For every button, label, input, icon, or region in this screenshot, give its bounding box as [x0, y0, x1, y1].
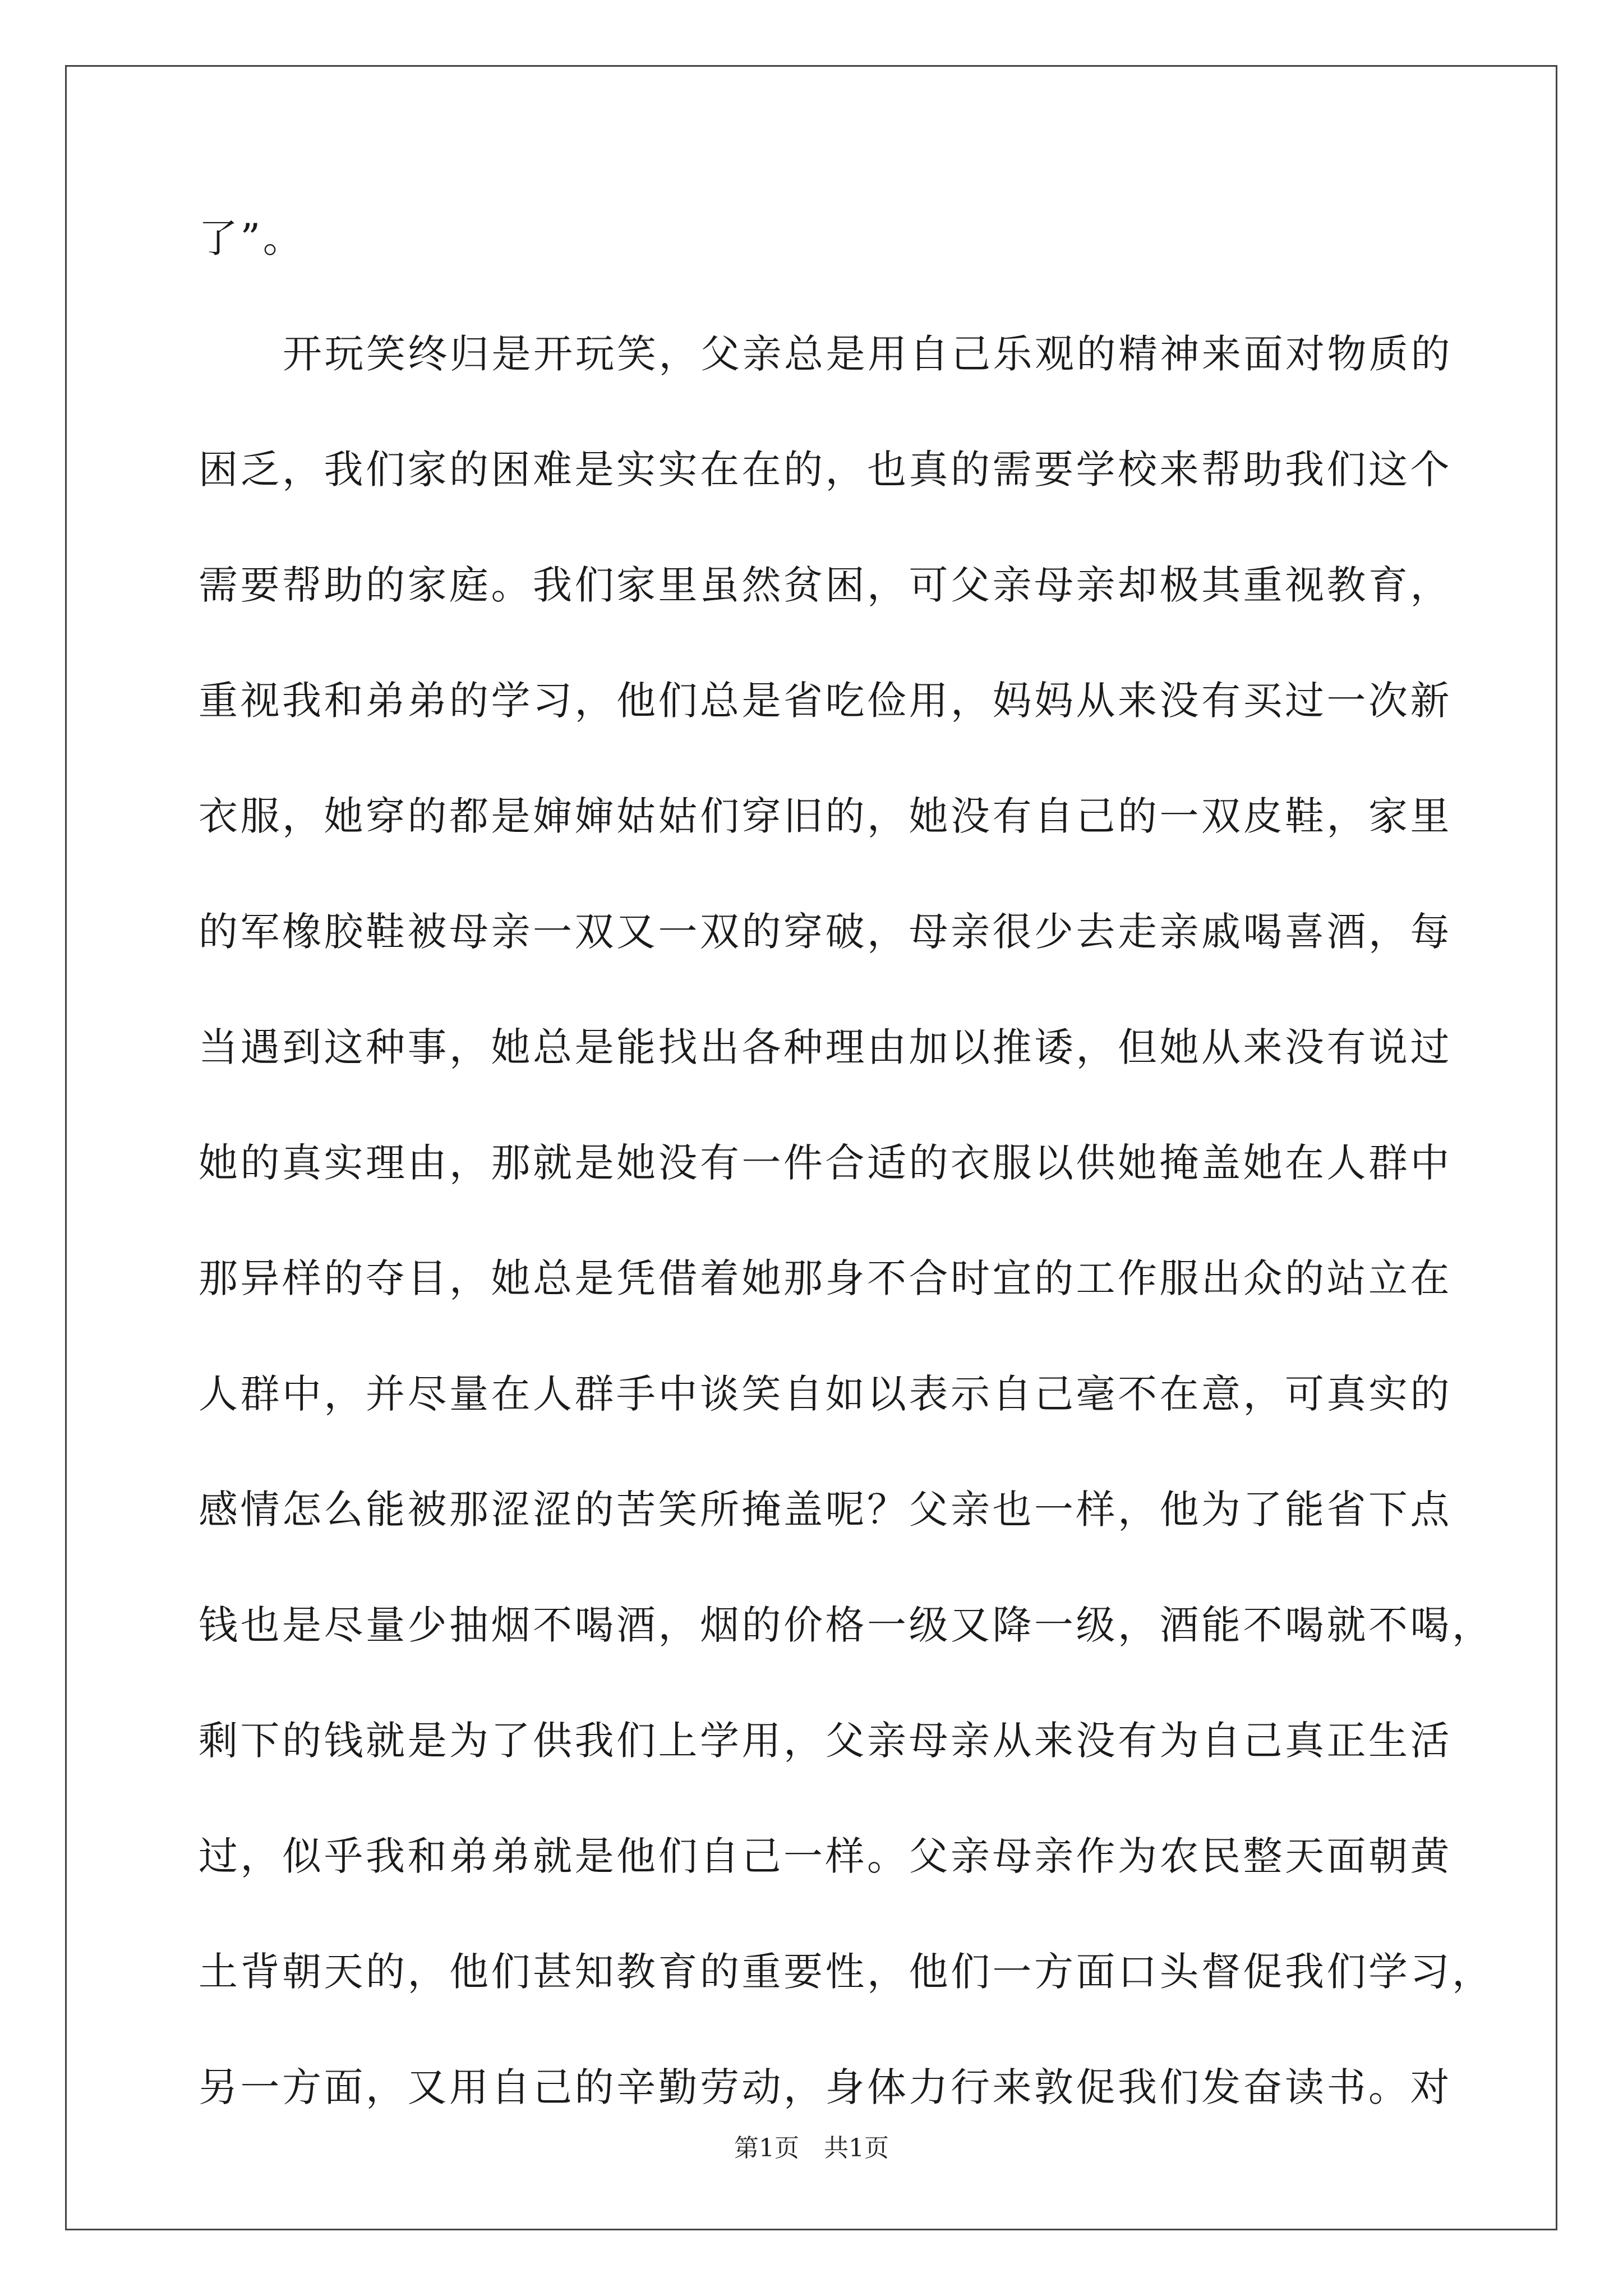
text-line: 了”。: [199, 215, 305, 261]
page-number-footer: 第1页 共1页: [734, 2134, 889, 2162]
text-line: 人群中，并尽量在人群手中谈笑自如以表示自己毫不在意，可真实的: [199, 1371, 1452, 1417]
text-line: 的军橡胶鞋被母亲一双又一双的穿破，母亲很少去走亲戚喝喜酒，每: [199, 909, 1452, 955]
text-line: 当遇到这种事，她总是能找出各种理由加以推诿，但她从来没有说过: [199, 1024, 1452, 1070]
text-line: 困乏，我们家的困难是实实在在的，也真的需要学校来帮助我们这个: [199, 447, 1452, 493]
text-line: 感情怎么能被那涩涩的苦笑所掩盖呢？父亲也一样，他为了能省下点: [199, 1487, 1452, 1533]
text-line: 另一方面，又用自己的辛勤劳动，身体力行来敦促我们发奋读书。对: [199, 2064, 1452, 2110]
text-line: 钱也是尽量少抽烟不喝酒，烟的价格一级又降一级，酒能不喝就不喝，: [199, 1602, 1494, 1648]
text-line: 过，似乎我和弟弟就是他们自己一样。父亲母亲作为农民整天面朝黄: [199, 1833, 1452, 1879]
text-line: 她的真实理由，那就是她没有一件合适的衣服以供她掩盖她在人群中: [199, 1140, 1452, 1186]
text-line: 土背朝天的，他们甚知教育的重要性，他们一方面口头督促我们学习，: [199, 1949, 1494, 1995]
text-line: 重视我和弟弟的学习，他们总是省吃俭用，妈妈从来没有买过一次新: [199, 678, 1452, 724]
text-line: 剩下的钱就是为了供我们上学用，父亲母亲从来没有为自己真正生活: [199, 1718, 1452, 1764]
text-line: 需要帮助的家庭。我们家里虽然贫困，可父亲母亲却极其重视教育，: [199, 562, 1452, 608]
text-line: 衣服，她穿的都是婶婶姑姑们穿旧的，她没有自己的一双皮鞋，家里: [199, 793, 1452, 839]
text-line: 那异样的夺目，她总是凭借着她那身不合时宜的工作服出众的站立在: [199, 1255, 1452, 1301]
text-line: 开玩笑终归是开玩笑，父亲总是用自己乐观的精神来面对物质的: [283, 331, 1453, 377]
